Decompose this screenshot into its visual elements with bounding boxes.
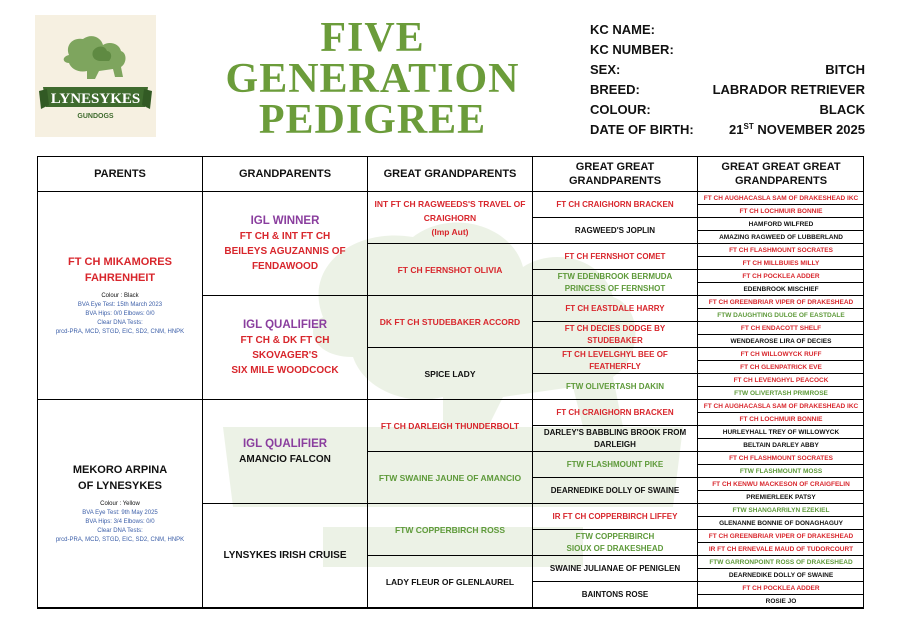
great-great-grandparent-name-line: FTW OLIVERTASH DAKIN bbox=[565, 381, 665, 391]
header-grandparents-text: GRANDPARENTS bbox=[238, 168, 332, 180]
grandparent-award: IGL QUALIFIER bbox=[242, 438, 328, 450]
great-great-great-grandparent-name: IR FT CH ERNEVALE MAUD OF TUDORCOURT bbox=[708, 545, 854, 553]
great-great-great-grandparent-name: FT CH FLASHMOUNT SOCRATES bbox=[729, 246, 833, 254]
great-grandparent-cell bbox=[368, 348, 533, 400]
great-great-grandparent-name-line: FT CH CRAIGHORN BRACKEN bbox=[556, 199, 674, 209]
great-great-great-grandparent-cell bbox=[698, 296, 864, 309]
great-great-great-grandparent-cell bbox=[698, 569, 864, 582]
sire-health-line: prcd-PRA, MCD, STGD, EIC, SD2, CNM, HNPK bbox=[55, 329, 185, 335]
great-great-great-grandparent-cell bbox=[698, 426, 864, 439]
great-great-grandparent-name-line: FTW COPPERBIRCH bbox=[575, 531, 655, 541]
dob-suffix: ST bbox=[743, 122, 754, 131]
great-great-grandparent-name-line: RAGWEED'S JOPLIN bbox=[574, 225, 656, 235]
great-great-great-grandparent-cell bbox=[698, 192, 864, 205]
grandparent-name-line: SKOVAGER'S bbox=[252, 350, 318, 361]
great-great-grandparent-cell bbox=[533, 270, 698, 296]
great-great-grandparent-cell bbox=[533, 530, 698, 556]
breed-row bbox=[590, 80, 865, 100]
great-great-great-grandparent-name: FT CH POCKLEA ADDER bbox=[742, 584, 820, 592]
great-great-great-grandparent-cell bbox=[698, 452, 864, 465]
sex-label: SEX: bbox=[590, 62, 621, 77]
dog-details bbox=[590, 20, 865, 140]
kc-number-label: KC NUMBER: bbox=[590, 42, 674, 57]
great-great-great-grandparent-name: PREMIERLEEK PATSY bbox=[746, 493, 816, 501]
great-great-great-grandparent-name: FT CH WILLOWYCK RUFF bbox=[740, 350, 822, 358]
great-great-great-grandparent-name: EDENBROOK MISCHIEF bbox=[743, 285, 819, 293]
sex-value: BITCH bbox=[825, 62, 865, 77]
great-great-grandparent-name-line: SWAINE JULIANAE OF PENIGLEN bbox=[549, 563, 681, 573]
grandparent-award: IGL QUALIFIER bbox=[242, 319, 328, 331]
great-great-grandparent-cell bbox=[533, 556, 698, 582]
great-great-grandparent-cell bbox=[533, 582, 698, 608]
grandparent-name-line: SIX MILE WOODCOCK bbox=[231, 365, 339, 376]
great-great-great-grandparent-name: FT CH LOCHMUIR BONNIE bbox=[739, 207, 823, 215]
breed-label: BREED: bbox=[590, 82, 640, 97]
sire-name-line-1: FT CH MIKAMORES bbox=[68, 256, 172, 268]
dam-health-line: Clear DNA Tests: bbox=[97, 528, 143, 534]
dob-label: DATE OF BIRTH: bbox=[590, 122, 694, 137]
great-great-grandparent-name-line: DARLEY'S BABBLING BROOK FROM bbox=[543, 427, 687, 437]
great-great-grandparent-name-line: FT CH LEVELGHYL BEE OF FEATHERFLY bbox=[562, 349, 668, 371]
kc-name-label: KC NAME: bbox=[590, 22, 655, 37]
great-grandparent-name-line: FTW COPPERBIRCH ROSS bbox=[394, 524, 506, 535]
document-title bbox=[205, 15, 540, 143]
great-great-great-grandparent-name: FT CH AUGHACASLA SAM OF DRAKESHEAD IKC bbox=[703, 194, 859, 202]
grandparent-name-line: AMANCIO FALCON bbox=[239, 454, 331, 465]
great-great-grandparent-cell bbox=[533, 322, 698, 348]
great-great-grandparent-name-line: FT CH FERNSHOT COMET bbox=[564, 251, 666, 261]
great-great-great-grandparent-name: FT CH FLASHMOUNT SOCRATES bbox=[729, 454, 833, 462]
grandparent-name-line: LYNSYKES IRISH CRUISE bbox=[223, 550, 347, 561]
logo-subtext: GUNDOGS bbox=[77, 113, 114, 120]
great-great-great-grandparent-name: DEARNEDIKE DOLLY OF SWAINE bbox=[728, 571, 834, 579]
great-great-great-grandparent-name: FTW OLIVERTASH PRIMROSE bbox=[734, 389, 828, 397]
great-great-grandparent-name-line: FT CH EASTDALE HARRY bbox=[565, 303, 665, 313]
grandparent-name-line: FENDAWOOD bbox=[251, 261, 319, 272]
grandparent-award: IGL WINNER bbox=[250, 215, 320, 227]
header-great-great-grandparents-text: GREAT GREAT bbox=[575, 161, 655, 173]
great-great-grandparent-name-line: FT CH DECIES DODGE BY STUDEBAKER bbox=[564, 323, 666, 345]
grandparent-name-line: FT CH & DK FT CH bbox=[240, 335, 330, 346]
great-grandparent-cell bbox=[368, 192, 533, 244]
great-great-great-grandparent-name: FT CH KENWU MACKESON OF CRAIGFELIN bbox=[712, 480, 850, 488]
great-great-grandparent-cell bbox=[533, 504, 698, 530]
dob-value bbox=[729, 120, 865, 140]
great-great-grandparent-cell bbox=[533, 348, 698, 374]
great-great-grandparent-cell bbox=[533, 218, 698, 244]
lynesykes-logo-graphic bbox=[35, 15, 156, 137]
great-great-great-grandparent-name: FT CH ENDACOTT SHELF bbox=[740, 324, 822, 332]
great-great-great-grandparent-cell bbox=[698, 530, 864, 543]
great-grandparent-cell bbox=[368, 296, 533, 348]
great-great-grandparent-cell bbox=[533, 374, 698, 400]
great-great-great-grandparent-cell bbox=[698, 556, 864, 569]
header-parents bbox=[38, 157, 203, 192]
great-grandparent-cell bbox=[368, 452, 533, 504]
sire-health-line: Clear DNA Tests: bbox=[97, 320, 143, 326]
kennel-logo bbox=[35, 15, 156, 137]
sire-colour: Colour : Black bbox=[101, 293, 139, 299]
great-great-great-grandparent-name: FT CH AUGHACASLA SAM OF DRAKESHEAD IKC bbox=[703, 402, 859, 410]
grandparent-cell bbox=[203, 504, 368, 608]
great-grandparent-cell bbox=[368, 504, 533, 556]
great-great-grandparent-name-line: DARLEIGH bbox=[594, 439, 636, 449]
great-great-great-grandparent-cell bbox=[698, 283, 864, 296]
grandparent-name-line: BEILEYS AGUZANNIS OF bbox=[224, 246, 346, 257]
dam-name-line-1: MEKORO ARPINA bbox=[72, 464, 168, 476]
header-great-great-great-grandparents-text: GRANDPARENTS bbox=[734, 175, 828, 187]
logo-wordmark: LYNESYKES bbox=[50, 91, 141, 107]
great-great-great-grandparent-cell bbox=[698, 309, 864, 322]
great-great-great-grandparent-cell bbox=[698, 582, 864, 595]
great-great-grandparent-name-line: FTW EDENBROOK BERMUDA bbox=[557, 271, 673, 281]
great-great-great-grandparent-cell bbox=[698, 543, 864, 556]
great-grandparent-name-line: INT FT CH RAGWEEDS'S TRAVEL OF bbox=[374, 198, 526, 209]
great-great-great-grandparent-cell bbox=[698, 413, 864, 426]
title-line-3: PEDIGREE bbox=[258, 97, 487, 143]
great-great-great-grandparent-name: AMAZING RAGWEED OF LUBBERLAND bbox=[719, 233, 843, 241]
great-grandparent-name-line: SPICE LADY bbox=[424, 368, 476, 379]
great-great-great-grandparent-cell bbox=[698, 231, 864, 244]
sire-name-line-2: FAHRENHEIT bbox=[84, 272, 156, 284]
pedigree-table bbox=[37, 156, 864, 609]
grandparent-cell bbox=[203, 192, 368, 296]
great-great-grandparent-name-line: IR FT CH COPPERBIRCH LIFFEY bbox=[552, 511, 678, 521]
great-great-grandparent-cell bbox=[533, 400, 698, 426]
great-great-great-grandparent-cell bbox=[698, 322, 864, 335]
sex-row bbox=[590, 60, 865, 80]
great-great-great-grandparent-cell bbox=[698, 439, 864, 452]
great-great-great-grandparent-cell bbox=[698, 361, 864, 374]
great-grandparent-cell bbox=[368, 556, 533, 608]
great-great-great-grandparent-name: GLENANNE BONNIE OF DONAGHAGUY bbox=[719, 519, 843, 527]
dob-month-year: NOVEMBER 2025 bbox=[753, 122, 865, 137]
great-grandparent-name-line: FT CH DARLEIGH THUNDERBOLT bbox=[380, 420, 520, 431]
dob-day: 21 bbox=[729, 122, 744, 137]
great-great-great-grandparent-name: FT CH GLENPATRICK EVE bbox=[740, 363, 822, 371]
great-great-great-grandparent-cell bbox=[698, 257, 864, 270]
great-great-grandparent-name-line: FTW FLASHMOUNT PIKE bbox=[566, 459, 664, 469]
great-great-great-grandparent-name: FTW SHANGARRILYN EZEKIEL bbox=[732, 506, 830, 514]
dam-cell bbox=[38, 400, 203, 608]
great-grandparent-name-line: DK FT CH STUDEBAKER ACCORD bbox=[379, 316, 521, 327]
great-great-great-grandparent-name: FT CH LOCHMUIR BONNIE bbox=[739, 415, 823, 423]
header-great-great-great-grandparents-text: GREAT GREAT GREAT bbox=[721, 161, 841, 173]
colour-label: COLOUR: bbox=[590, 102, 651, 117]
great-great-grandparent-cell bbox=[533, 452, 698, 478]
great-great-great-grandparent-name: BELTAIN DARLEY ABBY bbox=[743, 441, 819, 449]
great-grandparent-name-line: CRAIGHORN bbox=[423, 212, 477, 223]
great-great-great-grandparent-cell bbox=[698, 517, 864, 530]
great-great-grandparent-name-line: BAINTONS ROSE bbox=[581, 589, 649, 599]
header-great-great-grandparents bbox=[533, 157, 698, 192]
header-grandparents bbox=[203, 157, 368, 192]
great-great-grandparent-cell bbox=[533, 426, 698, 452]
header-great-grandparents bbox=[368, 157, 533, 192]
great-great-great-grandparent-name: WENDEAROSE LIRA OF DECIES bbox=[730, 337, 832, 345]
great-great-great-grandparent-cell bbox=[698, 491, 864, 504]
grandparent-cell bbox=[203, 400, 368, 504]
header-parents-text: PARENTS bbox=[94, 168, 146, 180]
great-great-great-grandparent-cell bbox=[698, 400, 864, 413]
great-grandparent-cell bbox=[368, 244, 533, 296]
dob-row bbox=[590, 120, 865, 140]
sire-health-line: BVA Hips: 0/0 Elbows: 0/0 bbox=[85, 311, 155, 317]
header-great-great-grandparents-text: GRANDPARENTS bbox=[568, 175, 662, 187]
great-great-great-grandparent-cell bbox=[698, 348, 864, 361]
great-great-grandparent-cell bbox=[533, 478, 698, 504]
great-grandparent-name-line: (Imp Aut) bbox=[431, 226, 469, 237]
great-great-grandparent-name-line: PRINCESS OF FERNSHOT bbox=[564, 283, 666, 293]
great-great-great-grandparent-name: FT CH GREENBRIAR VIPER OF DRAKESHEAD bbox=[708, 298, 854, 306]
great-great-great-grandparent-name: FT CH MILLBUIES MILLY bbox=[742, 259, 820, 267]
great-great-great-grandparent-cell bbox=[698, 205, 864, 218]
great-great-grandparent-cell bbox=[533, 244, 698, 270]
great-great-great-grandparent-cell bbox=[698, 465, 864, 478]
header-great-great-great-grandparents bbox=[698, 157, 864, 192]
dam-health-line: BVA Hips: 3/4 Elbows: 0/0 bbox=[85, 519, 155, 525]
dam-name-line-2: OF LYNESYKES bbox=[78, 480, 162, 492]
great-great-great-grandparent-name: HAMFORD WILFRED bbox=[748, 220, 814, 228]
great-great-great-grandparent-cell bbox=[698, 387, 864, 400]
great-great-great-grandparent-name: FTW FLASHMOUNT MOSS bbox=[739, 467, 823, 475]
great-great-grandparent-name-line: FT CH CRAIGHORN BRACKEN bbox=[556, 407, 674, 417]
great-great-grandparent-name-line: DEARNEDIKE DOLLY OF SWAINE bbox=[550, 485, 680, 495]
great-great-great-grandparent-cell bbox=[698, 218, 864, 231]
great-great-great-grandparent-cell bbox=[698, 374, 864, 387]
sire-health-line: BVA Eye Test: 15th March 2023 bbox=[77, 302, 163, 308]
great-grandparent-name-line: LADY FLEUR OF GLENLAUREL bbox=[385, 576, 515, 587]
great-grandparent-name-line: FTW SWAINE JAUNE OF AMANCIO bbox=[378, 472, 522, 483]
breed-value: LABRADOR RETRIEVER bbox=[712, 82, 865, 97]
great-great-great-grandparent-cell bbox=[698, 504, 864, 517]
great-great-great-grandparent-name: FT CH GREENBRIAR VIPER OF DRAKESHEAD bbox=[708, 532, 854, 540]
dam-colour: Colour : Yellow bbox=[100, 501, 140, 507]
great-great-great-grandparent-cell bbox=[698, 244, 864, 257]
great-grandparent-cell bbox=[368, 400, 533, 452]
great-great-grandparent-cell bbox=[533, 296, 698, 322]
dam-health-line: prcd-PRA, MCD, STGD, EIC, SD2, CNM, HNPK bbox=[55, 537, 185, 543]
kc-name-row bbox=[590, 20, 865, 40]
kc-number-row bbox=[590, 40, 865, 60]
great-great-great-grandparent-cell bbox=[698, 478, 864, 491]
great-great-grandparent-cell bbox=[533, 192, 698, 218]
colour-value: BLACK bbox=[819, 102, 865, 117]
dam-health-line: BVA Eye Test: 9th May 2025 bbox=[82, 510, 158, 516]
great-great-great-grandparent-name: FTW DAUGHTING DULOE OF EASTDALE bbox=[717, 311, 845, 319]
title-line-1: FIVE bbox=[320, 15, 425, 61]
great-great-great-grandparent-cell bbox=[698, 335, 864, 348]
great-great-grandparent-name-line: SIOUX OF DRAKESHEAD bbox=[566, 543, 664, 553]
title-line-2: GENERATION bbox=[225, 56, 520, 102]
great-great-great-grandparent-cell bbox=[698, 270, 864, 283]
great-great-great-grandparent-name: ROSIE JO bbox=[765, 597, 797, 605]
sire-cell bbox=[38, 192, 203, 400]
grandparent-cell bbox=[203, 296, 368, 400]
grandparent-name-line: FT CH & INT FT CH bbox=[239, 231, 331, 242]
great-grandparent-name-line: FT CH FERNSHOT OLIVIA bbox=[397, 264, 503, 275]
great-great-great-grandparent-name: FTW GARRONPOINT ROSS OF DRAKESHEAD bbox=[709, 558, 853, 566]
great-great-great-grandparent-name: HURLEYHALL TREY OF WILLOWYCK bbox=[722, 428, 840, 436]
great-great-great-grandparent-name: FT CH LEVENGHYL PEACOCK bbox=[733, 376, 829, 384]
great-great-great-grandparent-name: FT CH POCKLEA ADDER bbox=[742, 272, 820, 280]
great-great-great-grandparent-cell bbox=[698, 595, 864, 608]
colour-row bbox=[590, 100, 865, 120]
header-great-grandparents-text: GREAT GRANDPARENTS bbox=[383, 168, 517, 180]
